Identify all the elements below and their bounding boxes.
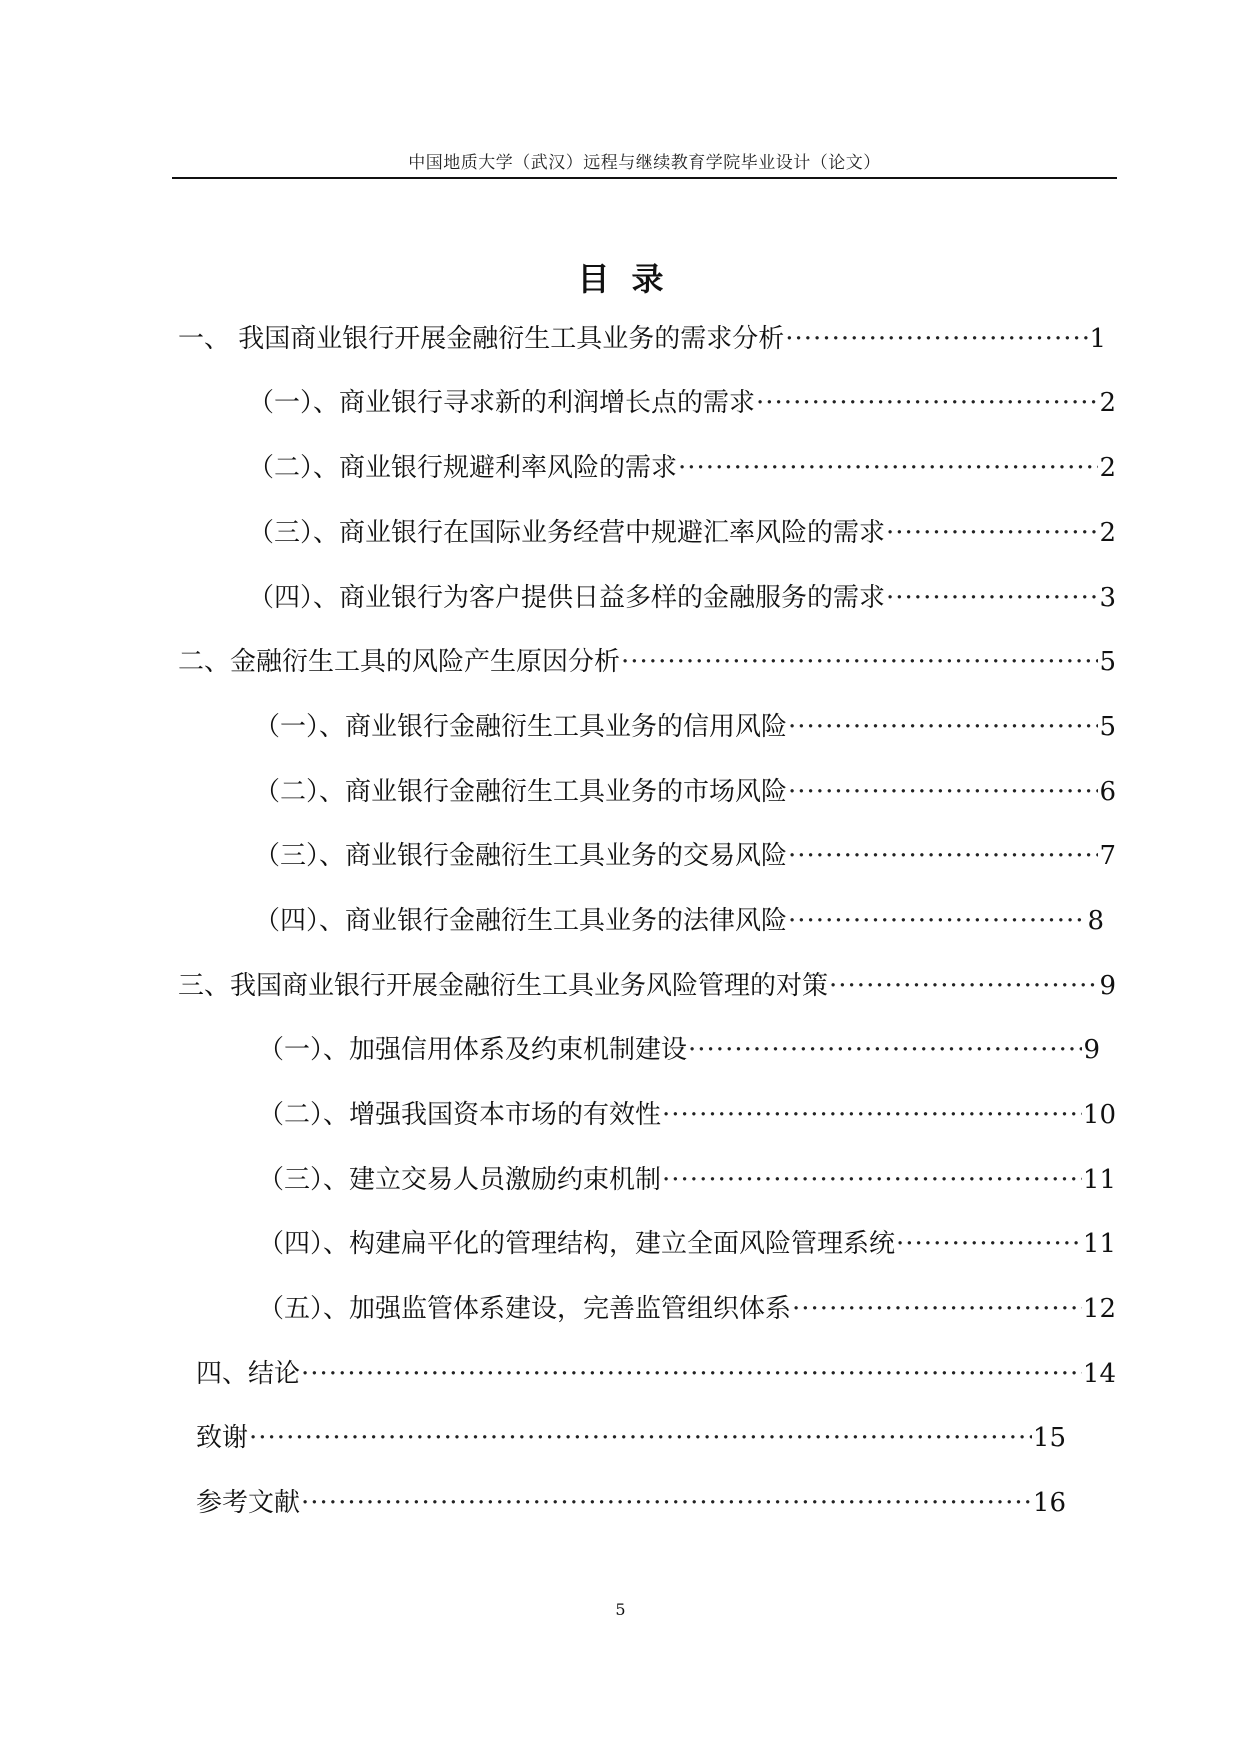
toc-entry-page: 14 xyxy=(1082,1359,1116,1389)
toc-entry[interactable] xyxy=(196,1357,1116,1391)
toc-entry[interactable] xyxy=(254,904,1104,938)
toc-entry-page: 6 xyxy=(1099,777,1116,807)
toc-entry-page: 16 xyxy=(1032,1488,1066,1518)
toc-entry[interactable] xyxy=(248,386,1116,420)
dot-leader xyxy=(896,1227,1082,1261)
toc-entry-page: 2 xyxy=(1099,453,1116,483)
toc-entry-label: （三）、商业银行金融衍生工具业务的交易风险 xyxy=(254,841,788,871)
dot-leader xyxy=(788,710,1098,744)
toc-entry[interactable] xyxy=(178,645,1116,679)
dot-leader xyxy=(301,1357,1082,1391)
dot-leader xyxy=(662,1163,1082,1197)
toc-entry-page: 2 xyxy=(1099,388,1116,418)
toc-entry-label: （三）、建立交易人员激励约束机制 xyxy=(258,1165,662,1195)
dot-leader xyxy=(788,839,1098,873)
dot-leader xyxy=(886,516,1098,550)
toc-entry[interactable] xyxy=(258,1163,1116,1197)
dot-leader xyxy=(301,1486,1032,1520)
toc-entry-label: （二）、商业银行金融衍生工具业务的市场风险 xyxy=(254,777,788,807)
dot-leader xyxy=(886,581,1098,615)
toc-entry-label: （一）、加强信用体系及约束机制建设 xyxy=(258,1035,688,1065)
toc-title: 目录 xyxy=(577,260,686,298)
toc-entry[interactable] xyxy=(248,516,1116,550)
toc-entry-page: 5 xyxy=(1099,647,1116,677)
toc-entry-page: 9 xyxy=(1083,1035,1100,1065)
toc-entry-label: （三）、商业银行在国际业务经营中规避汇率风险的需求 xyxy=(248,518,886,548)
toc-entry-label: （二）、商业银行规避利率风险的需求 xyxy=(248,453,678,483)
dot-leader xyxy=(688,1033,1082,1067)
header-rule xyxy=(172,177,1117,179)
dot-leader xyxy=(792,1292,1082,1326)
toc-entry-page: 11 xyxy=(1082,1229,1116,1259)
toc-entry[interactable] xyxy=(258,1033,1100,1067)
toc-entry-page: 2 xyxy=(1099,518,1116,548)
toc-entry-label: （四）、商业银行金融衍生工具业务的法律风险 xyxy=(254,906,788,936)
toc-entry-label: 三、我国商业银行开展金融衍生工具业务风险管理的对策 xyxy=(178,971,829,1001)
dot-leader xyxy=(621,645,1098,679)
toc-entry-label: 参考文献 xyxy=(196,1488,301,1518)
toc-entry-label: （一）、商业银行寻求新的利润增长点的需求 xyxy=(248,388,756,418)
page-number: 5 xyxy=(615,1600,626,1619)
toc-entry-label: （二）、增强我国资本市场的有效性 xyxy=(258,1100,662,1130)
dot-leader xyxy=(678,451,1098,485)
toc-entry-page: 12 xyxy=(1082,1294,1116,1324)
toc-entry-label: 致谢 xyxy=(196,1423,249,1453)
dot-leader xyxy=(788,904,1086,938)
dot-leader xyxy=(756,386,1098,420)
dot-leader xyxy=(662,1098,1082,1132)
toc-entry-label: 二、金融衍生工具的风险产生原因分析 xyxy=(178,647,621,677)
toc-entry-page: 5 xyxy=(1099,712,1116,742)
dot-leader xyxy=(829,969,1098,1003)
toc-entry[interactable] xyxy=(196,1421,1066,1455)
toc-entry-page: 15 xyxy=(1032,1423,1066,1453)
toc-entry-label: （五）、加强监管体系建设，完善监管组织体系 xyxy=(258,1294,792,1324)
toc-entry[interactable] xyxy=(258,1098,1116,1132)
toc-entry[interactable] xyxy=(196,1486,1066,1520)
toc-entry-label: 一、 我国商业银行开展金融衍生工具业务的需求分析 xyxy=(178,324,785,354)
toc-entry-page: 11 xyxy=(1082,1165,1116,1195)
toc-entry-page: 3 xyxy=(1099,583,1116,613)
toc-entry[interactable] xyxy=(178,969,1116,1003)
toc-entry-label: （四）、商业银行为客户提供日益多样的金融服务的需求 xyxy=(248,583,886,613)
toc-entry-page: 10 xyxy=(1082,1100,1116,1130)
toc-entry-page: 8 xyxy=(1087,906,1104,936)
toc-entry[interactable] xyxy=(248,581,1116,615)
toc-entry-label: （一）、商业银行金融衍生工具业务的信用风险 xyxy=(254,712,788,742)
toc-entry[interactable] xyxy=(254,775,1116,809)
dot-leader xyxy=(249,1421,1032,1455)
toc-entry[interactable] xyxy=(178,322,1106,356)
toc-entry[interactable] xyxy=(254,710,1116,744)
toc-entry-page: 7 xyxy=(1099,841,1116,871)
toc-entry[interactable] xyxy=(258,1227,1116,1261)
toc-entry-label: 四、结论 xyxy=(196,1359,301,1389)
dot-leader xyxy=(788,775,1098,809)
toc-entry-page: 9 xyxy=(1099,971,1116,1001)
toc-entry-page: 1 xyxy=(1089,324,1106,354)
dot-leader xyxy=(785,322,1088,356)
running-header: 中国地质大学（武汉）远程与继续教育学院毕业设计（论文） xyxy=(408,153,881,173)
toc-entry[interactable] xyxy=(254,839,1116,873)
toc-entry-label: （四）、构建扁平化的管理结构，建立全面风险管理系统 xyxy=(258,1229,896,1259)
toc-entry[interactable] xyxy=(248,451,1116,485)
toc-entry[interactable] xyxy=(258,1292,1116,1326)
